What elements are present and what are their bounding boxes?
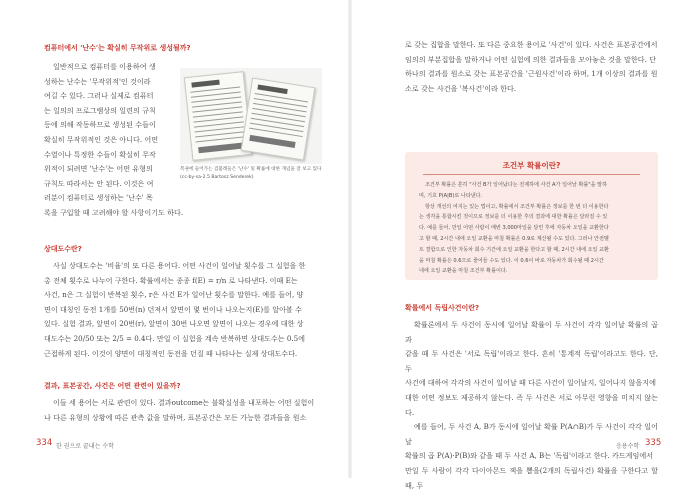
relative-frequency-paragraph	[44, 259, 326, 361]
box-text	[419, 180, 644, 277]
text-line: 내에 오일 교환을 마칠 조건부 확률이다.	[419, 268, 508, 275]
text-line: 록을 구입할 때 고려해야 할 사항이기도 하다.	[44, 207, 184, 217]
text-line: 다. 예를 들어, 만일 어떤 사람이 매번 3,000마일을 달린 후에 자동차 오일을 교환한다	[419, 225, 609, 232]
text-line: 성하는 난수는 '무작위적'인 것이라	[44, 76, 151, 86]
section-heading-random-numbers: 컴퓨터에서 '난수'는 확실히 무작위로 생성될까?	[44, 44, 191, 52]
section-heading-outcomes: 결과, 표본공간, 사건은 어떤 관련이 있을까?	[44, 382, 181, 390]
text-line: 예를 들어, 두 사건 A, B가 동시에 일어날 확률 P(A∩B)가 두 사건이 각각 일어날	[405, 422, 658, 446]
text-line: 위적이 되려면 '난수'는 어떤 유형의	[44, 164, 153, 174]
text-line: 대한 어떤 정보도 제공하지 않는다. 즉 두 사건은 서로 아무런 영향을 미치지 않는다.	[405, 392, 658, 417]
text-line: 트 결함으로 인한 자동차 회수 기간에 오일 교환을 한다고 할 때, 2시간 내에 오일 교환	[419, 246, 609, 253]
text-line: 소로 갖는 사건을 '복사건'이라 한다.	[405, 83, 517, 93]
text-line: 있다. 실험 결과, 앞면이 20번(r), 앞면이 30번 나오면 앞면이 나오는 경우에 대한 상	[44, 319, 304, 329]
text-line: 이들 세 용어는 서로 관련이 있다. 결과outcome는 불확실성을 내포하는 어떤 실험이	[53, 398, 315, 407]
text-line: 같을 때 두 사건은 '서로 독립'이라고 한다. 흔히 '통계적 독립'이라고도 한다. 단, 두	[405, 349, 658, 373]
box-divider	[423, 174, 640, 175]
random-numbers-paragraph	[44, 60, 184, 221]
text-line: 사건, n은 그 실험이 반복된 횟수, r은 사건 E가 일어난 횟수를 말한다. 예를 들어, 양	[44, 290, 304, 300]
intro-paragraph	[405, 38, 658, 96]
lottery-ticket-image	[241, 77, 316, 160]
text-line: 고 할 때, 2시간 내에 오일 교환을 마칠 확률은 0.9로 계산될 수도 있다. 그러나 안전벨	[419, 235, 609, 242]
section-heading-relative-frequency: 상대도수란?	[44, 245, 82, 253]
text-line: 수열이나 특정한 수들이 확실히 무작	[44, 149, 156, 159]
text-line: 항상 개선의 여지는 있는 법이고, 확률에서 조건부 확률은 정보를 한 번 더 이용한다	[425, 203, 609, 210]
box-title: 조건부 확률이란?	[502, 161, 561, 170]
photo-caption: 복권에 들어가는 검불레들은 '난수' 및 확률에 대한 개념을 잘 보고 있다 (cc-by-sa-2.5 Bartosz Senderek)	[180, 167, 322, 180]
section-heading-independent-events: 확률에서 독립사건이란?	[405, 304, 480, 312]
text-line: 면이 대칭인 동전 1개를 50번(n) 던져서 앞면이 몇 번이나 나오는지(E)를 알아볼 수	[44, 304, 302, 314]
text-line: 대도수는 20/50 또는 2/5 = 0.4다. 만일 이 실험을 계속 반복하면 상대도수는 0.5에	[44, 333, 305, 343]
independent-events-paragraph	[405, 318, 658, 493]
book-title-footer: 한 권으로 끝내는 수학	[56, 443, 114, 450]
text-line: 을 마칠 확률은 0.6으로 줄어들 수도 있다. 이 0.6이 바로 자동차가 회수될 때 2시간	[419, 257, 604, 264]
text-line: 등에 의해 작동하므로 생성된 수들이	[44, 120, 156, 130]
conditional-probability-box	[405, 152, 658, 280]
text-line: 임의의 부분집합을 말하거나 어떤 실험에 의한 결과들을 모아놓은 것을 말한다. 단	[405, 54, 656, 64]
text-line: 사건에 대하여 각각의 사건이 일어날 때 다른 사건이 일어날지, 일어나지 않을지에	[405, 378, 656, 388]
book-spine	[348, 0, 352, 478]
text-line: 조건부 확률은 흔히 "사건 B가 일어났다는 전제하에 사건 A가 일어날 확률"을 말하	[425, 182, 608, 188]
text-line: 는 생각을 통합시킨 것이므로 정보를 더 이용한 후의 결과에 대한 확률은 달라질 수 있	[419, 214, 608, 221]
text-line: 일반적으로 컴퓨터를 이용하여 생	[53, 62, 156, 71]
text-line: 며, 기호 P(A|B)로 나타낸다.	[419, 192, 483, 199]
text-line: 확률론에서 두 사건이 동시에 일어날 확률이 두 사건이 각각 일어날 확률의 곱과	[405, 320, 658, 344]
text-line: 여길 수 있다. 그러나 실제로 컴퓨터	[44, 91, 154, 101]
text-line: 규칙도 따라서는 안 된다. 이것은 여	[44, 178, 154, 188]
text-line: 확률의 곱 P(A)·P(B)와 같을 때 두 사건 A, B는 '독립'이라고 한다. 카드게임에서	[405, 451, 654, 461]
page-number-right: 335	[645, 438, 662, 448]
lottery-tickets-photo	[180, 68, 322, 164]
section-label-footer: 응용수학	[616, 443, 640, 450]
text-line: 는 일의의 프로그램상의 일련의 규칙	[44, 105, 156, 115]
text-line: 확실히 무작위적인 것은 아니다. 어떤	[44, 134, 159, 144]
outcomes-paragraph	[44, 396, 326, 425]
text-line: 사실 상대도수는 '비율'의 또 다른 용어다. 어떤 사건이 일어날 횟수를 그 실험을 한	[53, 261, 306, 270]
text-line: 러분이 컴퓨터로 생성하는 '난수' 목	[44, 193, 153, 203]
text-line: 만일 두 사람이 각각 다이아몬드 잭을 뽑을(2개의 독립사건) 확률을 구한다고 할 때, 두	[405, 465, 658, 490]
text-line: 하나의 결과를 원소로 갖는 표본공간을 '근원사건'이라 하며, 1개 이상의 결과를 원	[405, 69, 658, 79]
text-line: 로 갖는 집합을 말한다. 또 다른 중요한 용어로 '사건'이 있다. 사건은 표본공간에서	[405, 40, 658, 49]
page-number-left: 334	[36, 438, 53, 448]
text-line: 나 다른 유형의 상황에 따른 관측 값을 말하며, 표본공간은 모든 가능한 결과들을 원소	[44, 412, 307, 422]
text-line: 총 전체 횟수로 나누어 구한다. 확률에서는 종종 f(E) = r/n 로 나타낸다. 이때 E는	[44, 275, 298, 285]
text-line: 근접하게 된다. 이것이 양면이 대칭적인 동전을 던질 때 나타나는 실제 상대도수다.	[44, 348, 298, 358]
